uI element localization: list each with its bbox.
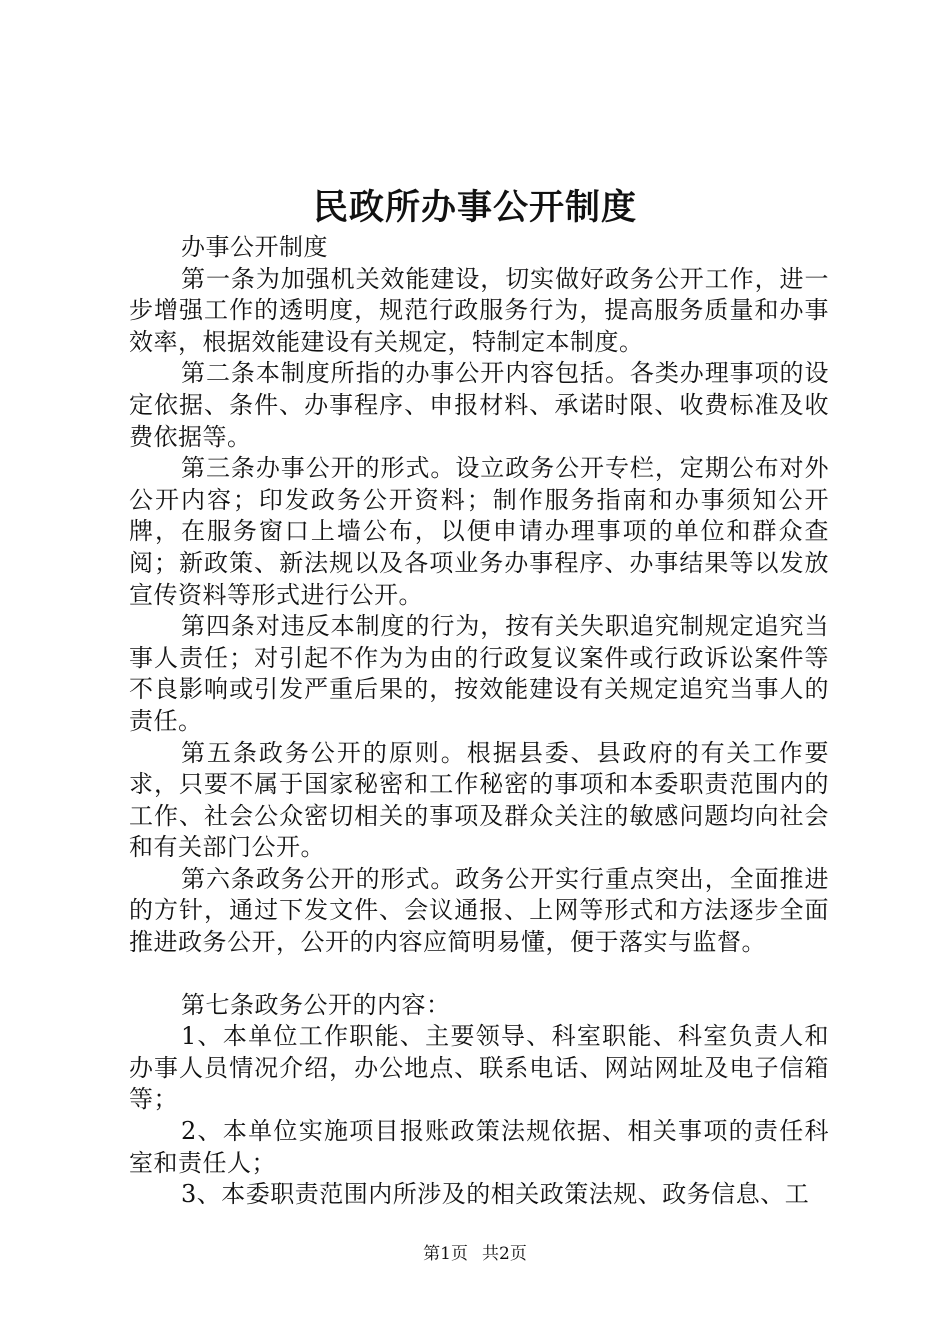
paragraph-article-4: 第四条对违反本制度的行为，按有关失职追究制规定追究当事人责任；对引起不作为为由的行政复议案件或行政诉讼案件等不良影响或引发严重后果的，按效能建设有关规定追究当事人的责任。: [129, 612, 829, 735]
paragraph-article-3: 第三条办事公开的形式。设立政务公开专栏，定期公布对外公开内容；印发政务公开资料；制作服务指南和办事须知公开牌，在服务窗口上墙公布，以便申请办理事项的单位和群众查阅；新政策、新法规以及各项业务办事程序、办事结果等以发放宣传资料等形式进行公开。: [129, 454, 829, 609]
page-number: 第1页: [423, 1244, 468, 1264]
list-item-3: 3、本委职责范围内所涉及的相关政策法规、政务信息、工: [181, 1180, 810, 1209]
document-title: 民政所办事公开制度: [312, 187, 637, 228]
page-footer: [0, 1242, 950, 1266]
paragraph-article-6: 第六条政务公开的形式。政务公开实行重点突出，全面推进的方针，通过下发文件、会议通报、上网等形式和方法逐步全面推进政务公开，公开的内容应简明易懂，便于落实与监督。: [129, 864, 829, 957]
paragraph-article-7: 第七条政务公开的内容：: [181, 990, 451, 1019]
paragraph-article-2: 第二条本制度所指的办事公开内容包括。各类办理事项的设定依据、条件、办事程序、申报材料、承诺时限、收费标准及收费依据等。: [129, 359, 829, 451]
paragraph-article-1: 第一条为加强机关效能建设，切实做好政务公开工作，进一步增强工作的透明度，规范行政服务行为，提高服务质量和办事效率，根据效能建设有关规定，特制定本制度。: [129, 264, 829, 356]
paragraph-heading: 办事公开制度: [181, 233, 328, 261]
list-item-2: 2、本单位实施项目报账政策法规依据、相关事项的责任科室和责任人；: [129, 1117, 829, 1177]
document-body: [129, 232, 829, 1211]
paragraph-article-5: 第五条政务公开的原则。根据县委、县政府的有关工作要求，只要不属于国家秘密和工作秘密的事项和本委职责范围内的工作、社会公众密切相关的事项及群众关注的敏感问题均向社会和有关部门公开。: [129, 738, 829, 862]
list-item-1: 1、本单位工作职能、主要领导、科室职能、科室负责人和办事人员情况介绍，办公地点、联系电话、网站网址及电子信箱等；: [129, 1022, 829, 1114]
page-total: 共2页: [482, 1244, 527, 1264]
